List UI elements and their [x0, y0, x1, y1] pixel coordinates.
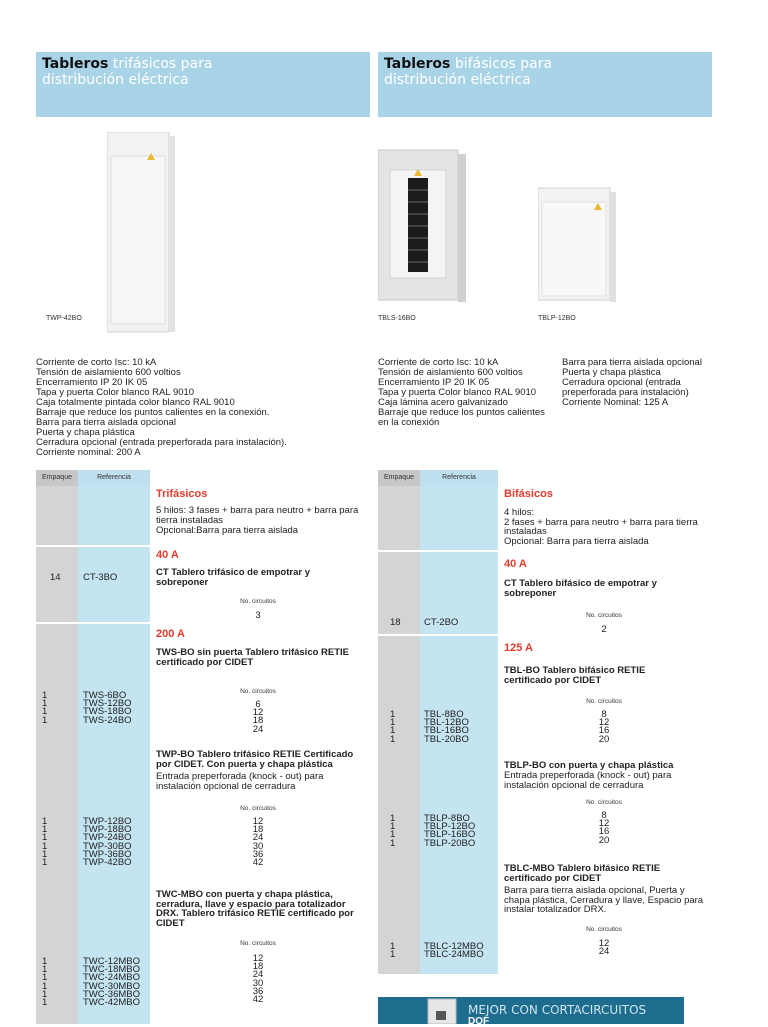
right-reference-values: TBL-8BO TBL-12BO TBL-16BO TBL-20BO — [424, 709, 469, 745]
product-image-twp-42bo — [107, 132, 177, 337]
left-circuits-values: 6 12 18 24 — [252, 699, 264, 735]
left-ncirc-label: No. circuitos — [240, 598, 276, 605]
right-amp-label: 125 A — [504, 642, 533, 654]
right-group-desc: Barra para tierra aislada opcional, Puerta y chapa plástica, Cerradura y llave, Espacio para instalar totalizador DRX. — [504, 885, 704, 915]
spec-line: Corriente Nominal: 125 A — [562, 397, 669, 408]
right-section-title: Bifásicos — [504, 488, 553, 500]
left-header-rest: trifásicos para — [108, 56, 213, 72]
right-ncirc-label: No. circuitos — [586, 926, 622, 933]
product-image-tblp-12bo — [538, 186, 618, 306]
row-divider — [378, 550, 498, 552]
left-section-title: Trifásicos — [156, 488, 208, 500]
right-reference-values: TBLP-8BO TBLP-12BO TBLP-16BO TBLP-20BO — [424, 813, 476, 849]
left-header-bold: Tableros — [42, 56, 109, 72]
left-referencia-column — [78, 486, 150, 1024]
right-group-desc: Entrada preperforada (knock - out) para instalación opcional de cerradura — [504, 770, 672, 791]
row-divider — [378, 634, 498, 636]
banner-subtext: DOF — [468, 1016, 490, 1027]
left-reference-values: TWC-12MBO TWC-18MBO TWC-24MBO TWC-30MBO TWC-36MBO TWC-42MBO — [83, 956, 140, 1009]
right-ncirc-label: No. circuitos — [586, 799, 622, 806]
product-image-tbls-16bo — [378, 148, 468, 308]
left-empaque-values: 1 1 1 1 — [42, 690, 48, 726]
spec-line: Caja lámina acero galvanizado — [378, 397, 508, 408]
row-divider — [36, 545, 150, 547]
right-section-header — [378, 52, 712, 117]
left-ncirc-label: No. circuitos — [240, 940, 276, 947]
spec-line: Barraje que reduce los puntos calientes en la conexión. — [36, 407, 270, 418]
left-group-desc: Entrada preperforada (knock - out) para instalación opcional de cerradura — [156, 771, 324, 792]
right-ncirc-label: No. circuitos — [586, 698, 622, 705]
right-amp-label: 40 A — [504, 558, 527, 570]
left-empaque-values: 1 1 1 1 1 1 — [42, 816, 48, 869]
left-header-line1 — [42, 56, 364, 72]
left-empaque-values: 14 — [50, 572, 61, 583]
spec-line: Cerradura opcional (entrada preperforada para instalación). — [36, 437, 287, 448]
spec-line: Encerramiento IP 20 IK 05 — [36, 377, 148, 388]
product-caption: TWP-42BO — [46, 315, 82, 322]
left-circuits-values: 12 18 24 30 36 42 — [252, 816, 264, 869]
right-circuits-values: 8 12 16 20 — [598, 709, 610, 745]
left-amp-label: 200 A — [156, 628, 185, 640]
spec-line: Tapa y puerta Color blanco RAL 9010 — [378, 387, 537, 398]
spec-line: Barra para tierra aislada opcional — [562, 357, 702, 368]
right-specs-col2 — [562, 358, 702, 408]
promo-banner — [378, 997, 684, 1027]
right-empaque-values: 1 1 1 1 — [390, 709, 396, 745]
right-section-desc: 4 hilos: 2 fases + barra para neutro + barra para tierra instaladas Opcional: Barra para tierra aislada — [504, 507, 698, 547]
left-section-header — [36, 52, 370, 117]
right-empaque-values: 1 1 — [390, 941, 396, 961]
right-header-bold: Tableros — [384, 56, 451, 72]
spec-line: Puerta y chapa plástica — [36, 427, 135, 438]
right-specs-col1 — [378, 358, 545, 428]
spec-line: Caja totalmente pintada color blanco RAL 9010 — [36, 397, 235, 408]
left-ncirc-label: No. circuitos — [240, 805, 276, 812]
breaker-icon — [422, 997, 462, 1024]
left-group-title: TWS-BO sin puerta Tablero trifásico RETIE certificado por CIDET — [156, 647, 350, 668]
left-reference-values: TWS-6BO TWS-12BO TWS-18BO TWS-24BO — [83, 690, 132, 726]
right-circuits-values: 12 24 — [598, 938, 610, 958]
spec-line: preperforada para instalación) — [562, 387, 689, 398]
right-empaque-values: 18 — [390, 617, 401, 628]
spec-line: Encerramiento IP 20 IK 05 — [378, 377, 490, 388]
right-empaque-column — [378, 486, 420, 974]
banner-text: MEJOR CON CORTACIRCUITOS — [468, 1003, 647, 1017]
spec-line: Puerta y chapa plástica — [562, 367, 661, 378]
product-caption: TBLP-12BO — [538, 315, 576, 322]
right-header-rest: bifásicos para — [450, 56, 553, 72]
right-group-title: TBL-BO Tablero bifásico RETIE certificado por CIDET — [504, 665, 646, 686]
left-header-line2: distribución eléctrica — [42, 72, 189, 88]
left-group-title: TWP-BO Tablero trifásico RETIE Certificado por CIDET. Con puerta y chapa plástica — [156, 749, 354, 770]
product-caption: TBLS-16BO — [378, 315, 416, 322]
left-section-desc: 5 hilos: 3 fases + barra para neutro + barra para tierra instaladas — [156, 505, 359, 526]
right-group-title: CT Tablero bifásico de empotrar y sobreponer — [504, 578, 657, 599]
right-circuits-values: 8 12 16 20 — [598, 810, 610, 846]
spec-line: Corriente nominal: 200 A — [36, 447, 141, 458]
left-section-optional: Opcional:Barra para tierra aislada — [156, 525, 299, 536]
left-ncirc-label: No. circuitos — [240, 688, 276, 695]
spec-line: Barraje que reduce los puntos calientes — [378, 407, 545, 418]
spec-line: Tapa y puerta Color blanco RAL 9010 — [36, 387, 195, 398]
left-circuits-values: 3 — [255, 610, 261, 621]
left-circuits-values: 12 18 24 30 36 42 — [252, 953, 264, 1006]
right-reference-values: CT-2BO — [424, 617, 459, 628]
spec-line: en la conexión — [378, 417, 440, 428]
left-reference-values: CT-3BO — [83, 572, 118, 583]
left-col-empaque: Empaque — [36, 470, 78, 486]
left-group-title: TWC-MBO con puerta y chapa plástica, cerradura, llave y espacio para totalizador DRX. Tablero trifásico RETIE certificado por CIDET — [156, 889, 354, 929]
left-col-referencia: Referencia — [78, 470, 150, 486]
spec-line: Barra para tierra aislada opcional — [36, 417, 176, 428]
left-group-title: CT Tablero trifásico de empotrar y sobreponer — [156, 567, 310, 588]
spec-line: Corriente de corto Isc: 10 kA — [36, 357, 157, 368]
right-empaque-values: 1 1 1 1 — [390, 813, 396, 849]
right-circuits-values: 2 — [601, 624, 607, 635]
left-amp-label: 40 A — [156, 549, 179, 561]
right-ncirc-label: No. circuitos — [586, 612, 622, 619]
spec-line: Tensión de aislamiento 600 voltios — [378, 367, 523, 378]
right-group-title: TBLC-MBO Tablero bifásico RETIE certificado por CIDET — [504, 863, 661, 884]
row-divider — [36, 622, 150, 624]
right-header-line2: distribución eléctrica — [384, 72, 531, 88]
left-reference-values: TWP-12BO TWP-18BO TWP-24BO TWP-30BO TWP-36BO TWP-42BO — [83, 816, 132, 869]
spec-line: Tensión de aislamiento 600 voltios — [36, 367, 181, 378]
left-empaque-values: 1 1 1 1 1 1 — [42, 956, 48, 1009]
right-header-line1 — [384, 56, 706, 72]
right-reference-values: TBLC-12MBO TBLC-24MBO — [424, 941, 484, 961]
right-col-referencia: Referencia — [420, 470, 498, 486]
right-col-empaque: Empaque — [378, 470, 420, 486]
left-specs — [36, 358, 287, 458]
spec-line: Corriente de corto Isc: 10 kA — [378, 357, 499, 368]
spec-line: Cerradura opcional (entrada — [562, 377, 681, 388]
right-group-title: TBLP-BO con puerta y chapa plástica — [504, 760, 674, 771]
left-empaque-column — [36, 486, 78, 1024]
